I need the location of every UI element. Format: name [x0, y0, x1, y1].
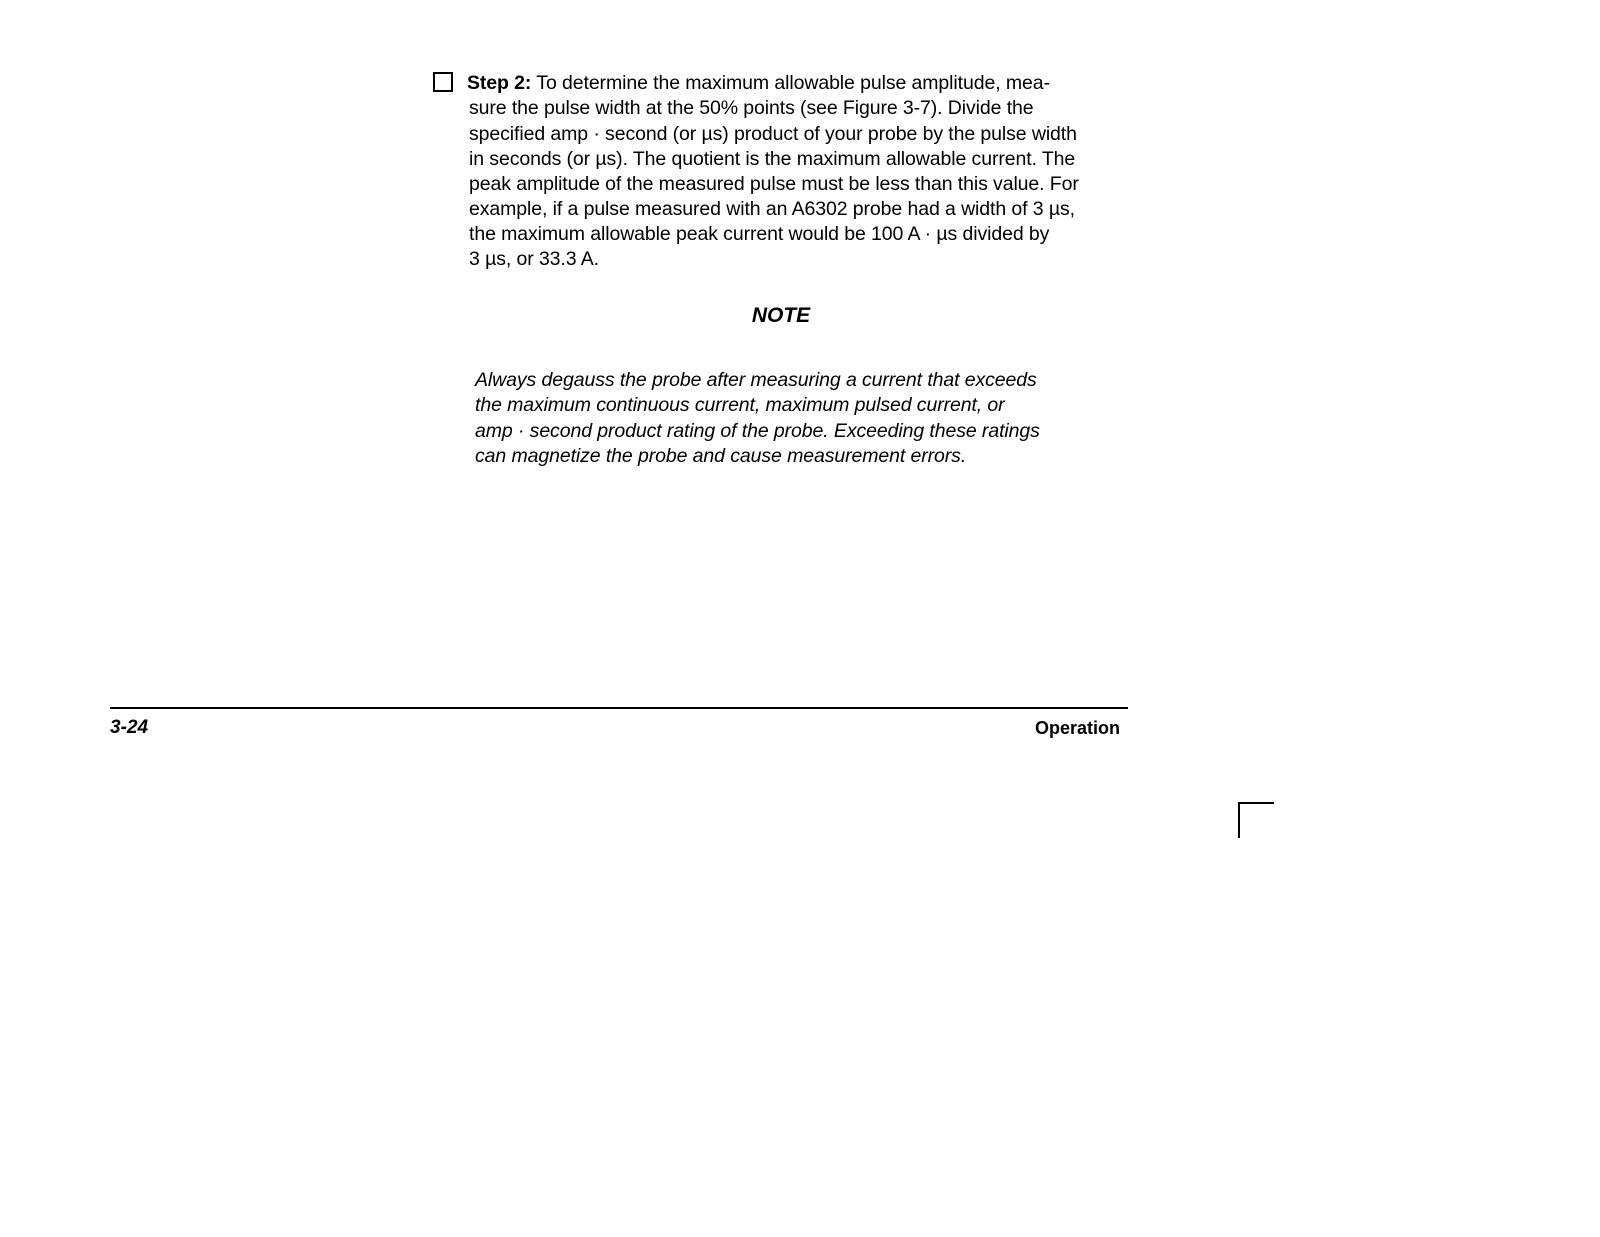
page-number: 3-24 [110, 717, 149, 738]
step-line-2: sure the pulse width at the 50% points (see Figure 3-7). Divide the [469, 97, 1034, 119]
note-heading: NOTE [751, 304, 811, 327]
step-line-7: the maximum allowable peak current would be 100 A · µs divided by [469, 223, 1050, 245]
step-line-8: 3 µs, or 33.3 A. [469, 248, 599, 270]
note-line-4: can magnetize the probe and cause measurement errors. [475, 445, 967, 467]
note-line-3: amp · second product rating of the probe. Exceeding these ratings [475, 420, 1040, 442]
step-line-1 [467, 71, 1050, 96]
step-line-4: in seconds (or µs). The quotient is the maximum allowable current. The [469, 148, 1076, 170]
step-text: To determine the maximum allowable pulse amplitude, mea- [531, 72, 1050, 94]
step-line-6: example, if a pulse measured with an A6302 probe had a width of 3 µs, [469, 198, 1075, 220]
note-line-2: the maximum continuous current, maximum pulsed current, or [475, 394, 1005, 416]
step-label: Step 2: [467, 72, 532, 94]
crop-mark [1238, 802, 1274, 838]
step-checkbox[interactable] [433, 72, 453, 92]
footer-rule [110, 707, 1128, 709]
step-line-5: peak amplitude of the measured pulse must be less than this value. For [469, 173, 1079, 195]
section-name: Operation [1034, 718, 1120, 738]
note-line-1: Always degauss the probe after measuring a current that exceeds [475, 369, 1037, 391]
step-line-3: specified amp · second (or µs) product of your probe by the pulse width [469, 123, 1077, 145]
